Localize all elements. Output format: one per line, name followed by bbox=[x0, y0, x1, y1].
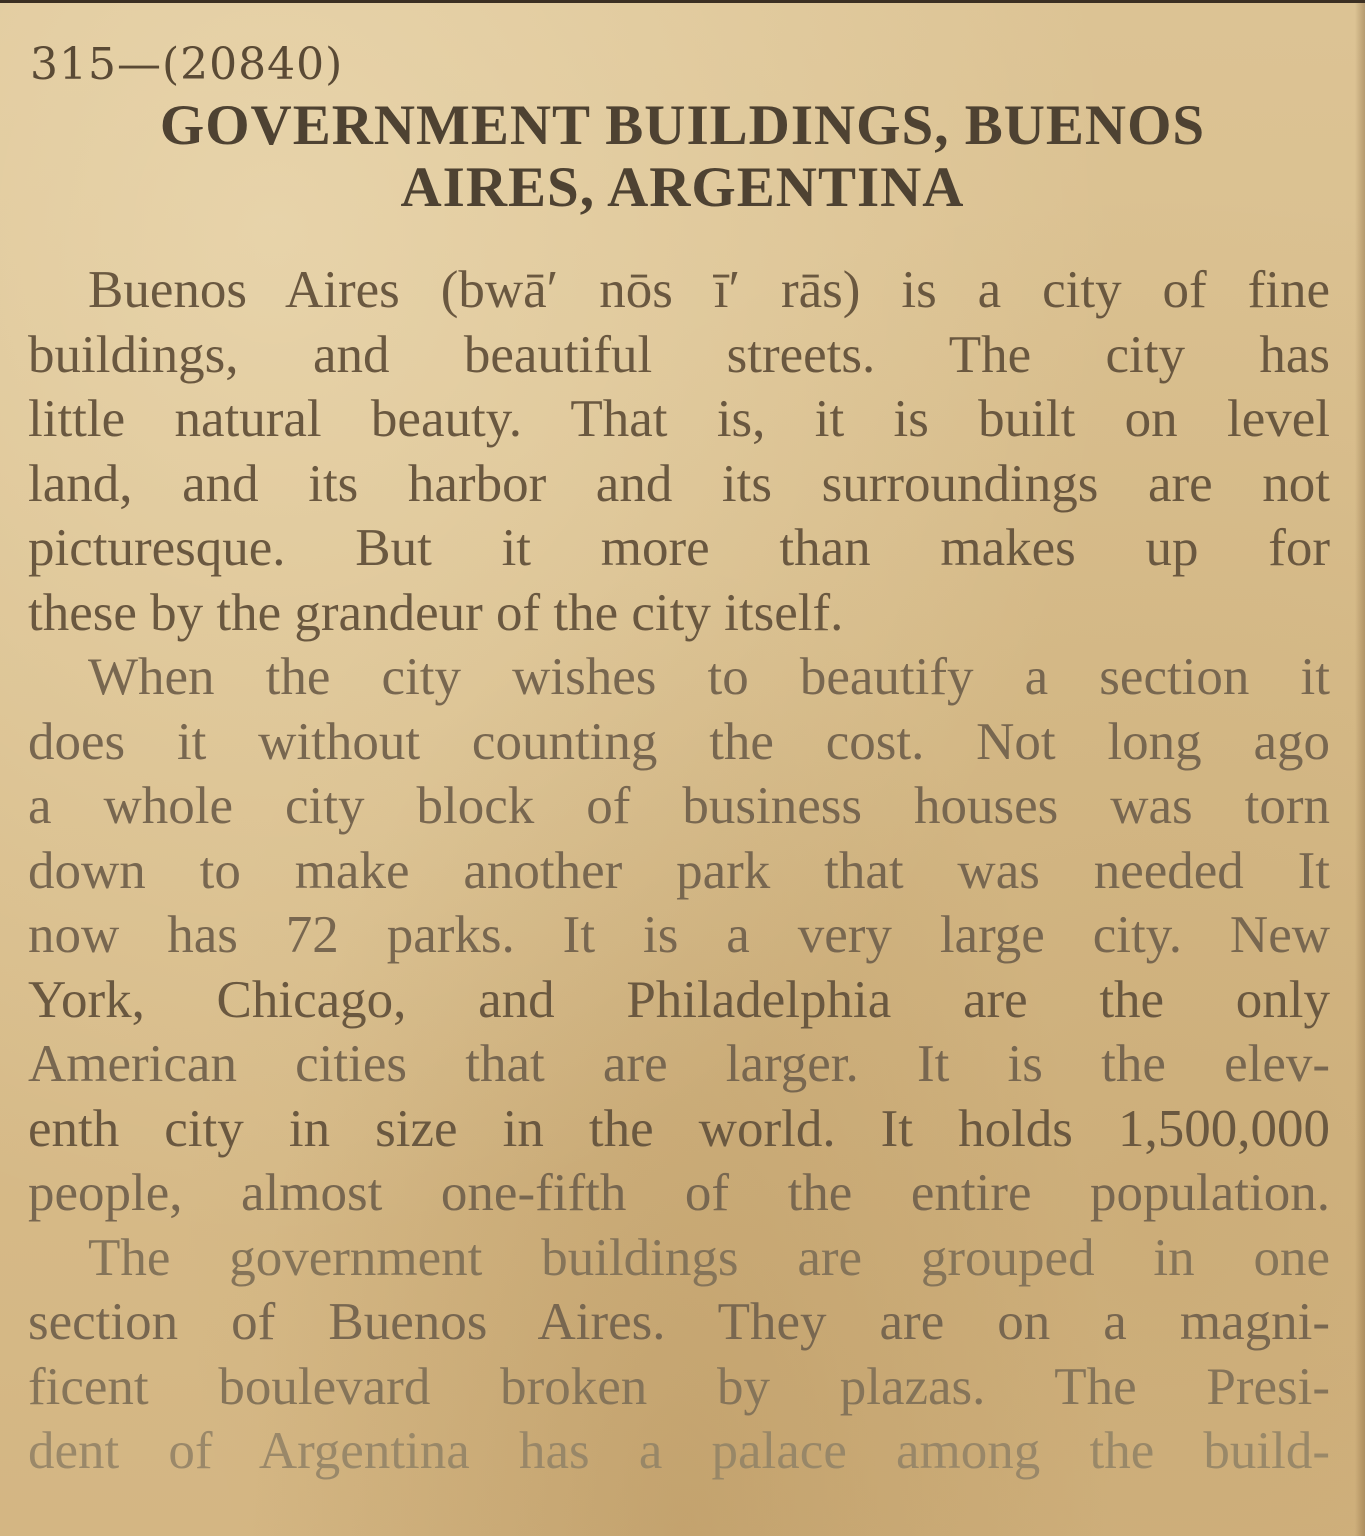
body-line-13: American cities that are larger. It is the elev- bbox=[28, 1035, 1330, 1093]
title-line-1: GOVERNMENT BUILDINGS, BUENOS bbox=[159, 94, 1206, 157]
body-line-10: down to make another park that was needed It bbox=[28, 841, 1330, 900]
body-line-12: York, Chicago, and Philadelphia are the only bbox=[28, 970, 1330, 1029]
card-title bbox=[0, 95, 1365, 219]
body-line-14: enth city in size in the world. It holds 1,500,000 bbox=[28, 1099, 1330, 1158]
body-line-9: a whole city block of business houses was torn bbox=[28, 777, 1330, 835]
card-number: 315—(20840) bbox=[30, 39, 344, 90]
body-line-18: ficent boulevard broken by plazas. The Presi- bbox=[28, 1357, 1330, 1416]
body-line-2: buildings, and beautiful streets. The city has bbox=[28, 325, 1330, 384]
card-body-text bbox=[28, 258, 1330, 1484]
body-line-11: now has 72 parks. It is a very large city. New bbox=[28, 906, 1330, 964]
card-edge-shadow bbox=[1355, 3, 1365, 1536]
body-line-8: does it without counting the cost. Not long ago bbox=[28, 712, 1330, 771]
body-line-19: dent of Argentina has a palace among the build- bbox=[28, 1422, 1330, 1480]
body-line-16: The government buildings are grouped in one bbox=[88, 1228, 1330, 1287]
body-line-4: land, and its harbor and its surroundings are not bbox=[28, 454, 1330, 513]
body-line-5: picturesque. But it more than makes up for bbox=[28, 519, 1330, 577]
body-line-17: section of Buenos Aires. They are on a magni- bbox=[28, 1293, 1330, 1351]
body-line-3: little natural beauty. That is, it is built on level bbox=[28, 390, 1330, 448]
body-line-15: people, almost one-fifth of the entire population. bbox=[28, 1164, 1330, 1222]
body-line-1: Buenos Aires (bwā′ nōs ī′ rās) is a city of fine bbox=[88, 261, 1330, 319]
body-line-7: When the city wishes to beautify a section it bbox=[88, 648, 1330, 706]
body-line-6: these by the grandeur of the city itself. bbox=[28, 583, 844, 642]
title-line-2: AIRES, ARGENTINA bbox=[400, 156, 965, 219]
